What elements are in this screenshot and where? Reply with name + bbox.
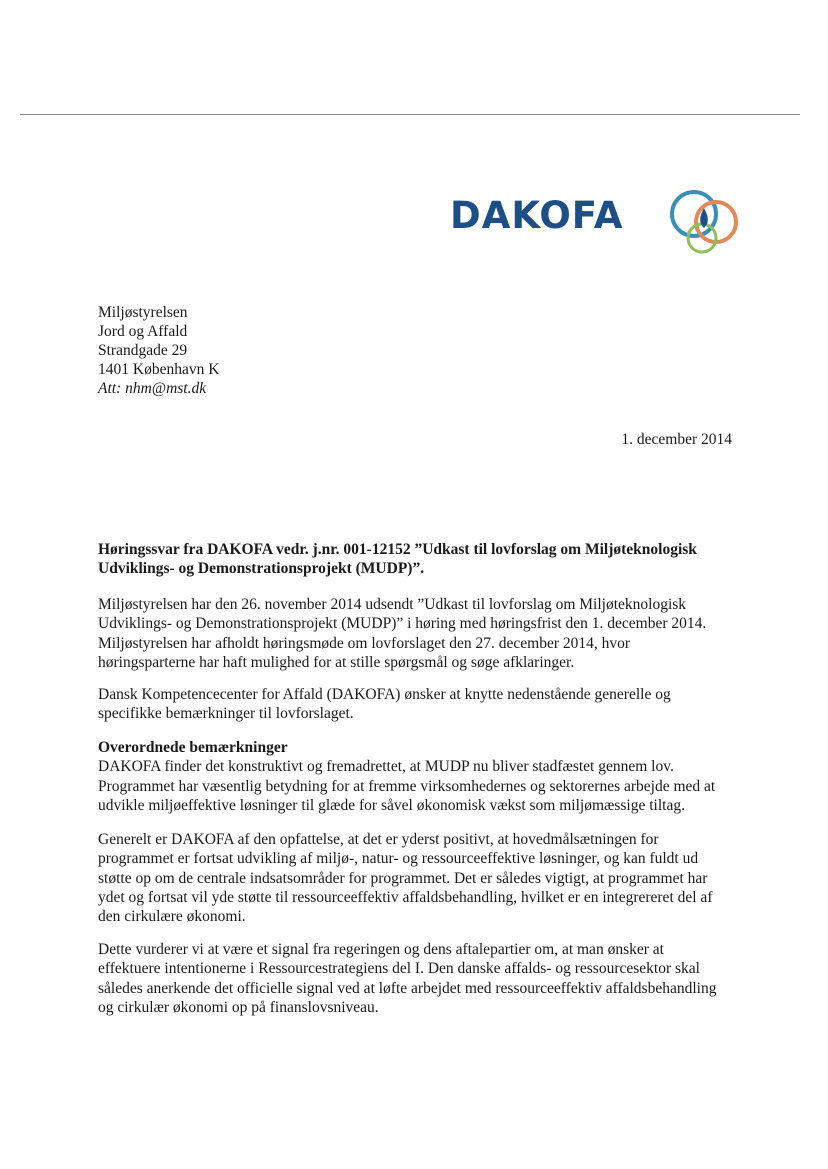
address-line: Strandgade 29: [98, 342, 188, 359]
text-line: Generelt er DAKOFA af den opfattelse, at det er yderst positivt, at hovedmålsætningen for: [98, 831, 659, 848]
text-line: og cirkulær økonomi op på finanslovsniveau.: [98, 998, 379, 1016]
address-line: 1401 København K: [98, 361, 220, 378]
paragraph-overview: [98, 738, 738, 815]
logo-text: DAKOFA: [450, 194, 624, 237]
logo-rings-icon: [664, 174, 754, 264]
text-line: effektuere intentionerne i Ressourcestrategiens del I. Den danske affalds- og ressourcesektor skal: [98, 960, 700, 978]
text-line: således anerkende det officielle signal ved at løfte arbejdet med ressourceeffektiv affaldsbehandling: [98, 979, 717, 997]
address-line: Jord og Affald: [98, 323, 188, 340]
text-line: den cirkulære økonomi.: [98, 908, 246, 926]
paragraph-dakofa: [98, 685, 738, 724]
text-line: Miljøstyrelsen har afholdt høringsmøde om lovforslaget den 27. december 2014, hvor: [98, 634, 631, 652]
attention-line: Att: nhm@mst.dk: [98, 380, 207, 397]
text-line: Programmet har væsentlig betydning for at fremme virksomhedernes og sektorernes arbejde med at: [98, 777, 716, 795]
text-line: høringsparterne har haft mulighed for at stille spørgsmål og søge afklaringer.: [98, 653, 575, 671]
text-line: Dette vurderer vi at være et signal fra regeringen og dens aftalepartier om, at man ønsker at: [98, 941, 664, 958]
paragraph-intro: [98, 595, 738, 672]
text-line: ydet og fortsat vil yde støtte til ressourceeffektiv affaldsbehandling, hvilket er en integrereret del af: [98, 888, 713, 906]
section-heading: Overordnede bemærkninger: [98, 739, 288, 756]
recipient-address: [98, 303, 219, 398]
text-line: specifikke bemærkninger til lovforslaget.: [98, 705, 354, 723]
paragraph-signal: [98, 940, 738, 1017]
text-line: Dansk Kompetencecenter for Affald (DAKOFA) ønsker at knytte nedenstående generelle og: [98, 686, 671, 703]
subject-line: Høringssvar fra DAKOFA vedr. j.nr. 001-12152 ”Udkast til lovforslag om Miljøteknologisk: [98, 541, 697, 558]
subject-heading: [98, 540, 738, 578]
text-line: Udviklings- og Demonstrationsprojekt (MUDP)” i høring med høringsfrist den 1. december 2014.: [98, 615, 707, 633]
text-line: udvikle miljøeffektive løsninger til glæde for såvel økonomisk vækst som miljømæssige tiltag.: [98, 796, 685, 814]
letter-date: 1. december 2014: [621, 431, 732, 448]
text-line: Miljøstyrelsen har den 26. november 2014 udsendt ”Udkast til lovforslag om Miljøteknologisk: [98, 596, 687, 613]
text-line: støtte op om de centrale indsatsområder for programmet. Det er således vigtigt, at programmet har: [98, 869, 708, 887]
address-line: Miljøstyrelsen: [98, 304, 188, 321]
paragraph-general: [98, 830, 738, 926]
subject-line: Udviklings- og Demonstrationsprojekt (MUDP)”.: [98, 560, 425, 577]
dakofa-logo: [446, 170, 746, 260]
text-line: programmet er fortsat udvikling af miljø-, natur- og ressourceeffektive løsninger, og kan fuldt ud: [98, 850, 699, 868]
top-rule: [20, 114, 800, 115]
text-line: DAKOFA finder det konstruktivt og fremadrettet, at MUDP nu bliver stadfæstet gennem lov.: [98, 758, 674, 776]
